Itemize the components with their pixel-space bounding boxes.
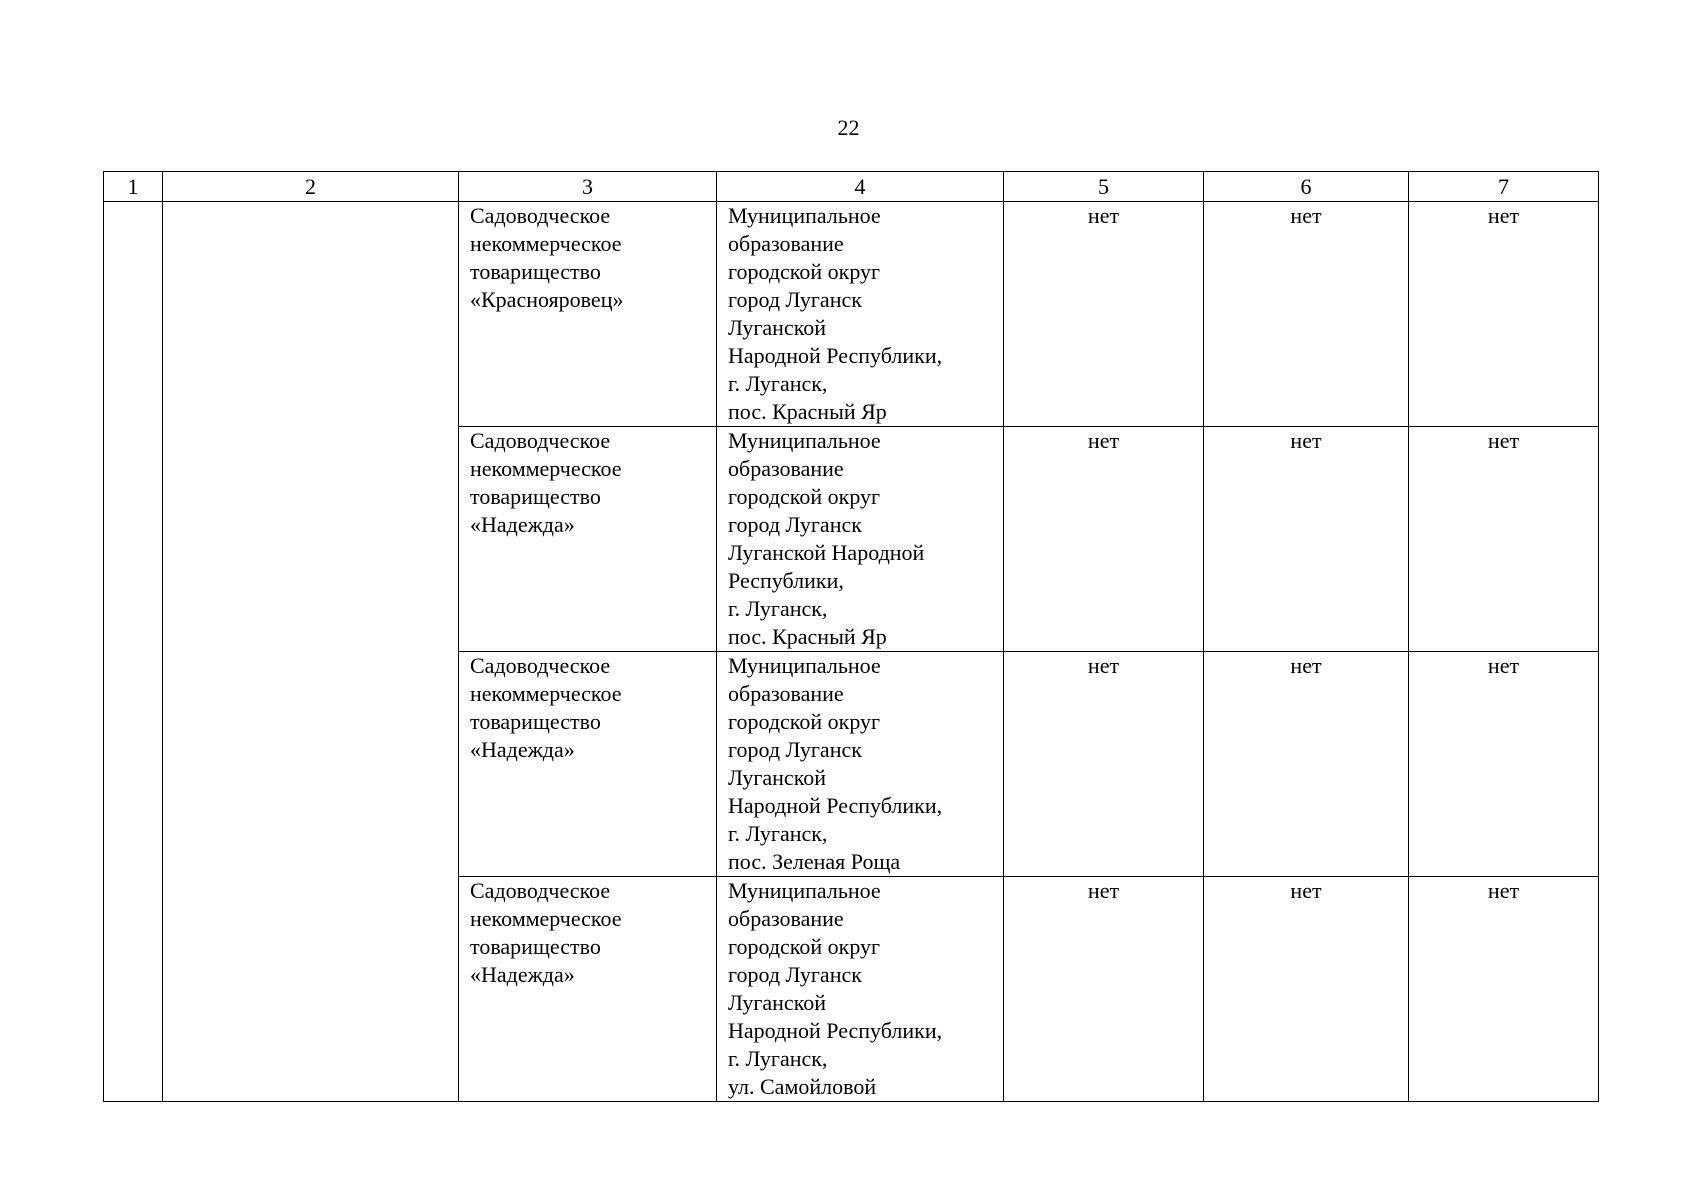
value-cell-7: нет	[1409, 652, 1599, 877]
table-header	[104, 172, 1599, 202]
column-header-4: 4	[717, 172, 1004, 202]
value-cell-6: нет	[1204, 427, 1409, 652]
value-cell-5: нет	[1004, 427, 1204, 652]
table-body	[104, 202, 1599, 1102]
value-cell-7: нет	[1409, 202, 1599, 427]
organization-cell: Садоводческое некоммерческое товарищество «Надежда»	[459, 652, 717, 877]
data-table	[103, 171, 1599, 1102]
organization-cell: Садоводческое некоммерческое товарищество «Краснояровец»	[459, 202, 717, 427]
value-cell-6: нет	[1204, 877, 1409, 1102]
column-header-6: 6	[1204, 172, 1409, 202]
table-row	[104, 202, 1599, 427]
value-cell-6: нет	[1204, 652, 1409, 877]
address-cell: Муниципальное образование городской округ город Луганск Луганской Народной Республики, г. Луганск, пос. Красный Яр	[717, 202, 1004, 427]
row-number-cell	[104, 202, 163, 1102]
organization-cell: Садоводческое некоммерческое товарищество «Надежда»	[459, 427, 717, 652]
organization-cell: Садоводческое некоммерческое товарищество «Надежда»	[459, 877, 717, 1102]
column-header-7: 7	[1409, 172, 1599, 202]
column-header-1: 1	[104, 172, 163, 202]
address-cell: Муниципальное образование городской округ город Луганск Луганской Народной Республики, г. Луганск, ул. Самойловой	[717, 877, 1004, 1102]
name-cell	[163, 202, 459, 1102]
column-header-2: 2	[163, 172, 459, 202]
value-cell-5: нет	[1004, 652, 1204, 877]
value-cell-6: нет	[1204, 202, 1409, 427]
page-number: 22	[837, 115, 860, 140]
value-cell-5: нет	[1004, 877, 1204, 1102]
value-cell-7: нет	[1409, 427, 1599, 652]
column-header-3: 3	[459, 172, 717, 202]
header-row	[104, 172, 1599, 202]
value-cell-5: нет	[1004, 202, 1204, 427]
address-cell: Муниципальное образование городской округ город Луганск Луганской Народной Республики, г. Луганск, пос. Зеленая Роща	[717, 652, 1004, 877]
value-cell-7: нет	[1409, 877, 1599, 1102]
address-cell: Муниципальное образование городской округ город Луганск Луганской Народной Республики, г. Луганск, пос. Красный Яр	[717, 427, 1004, 652]
column-header-5: 5	[1004, 172, 1204, 202]
